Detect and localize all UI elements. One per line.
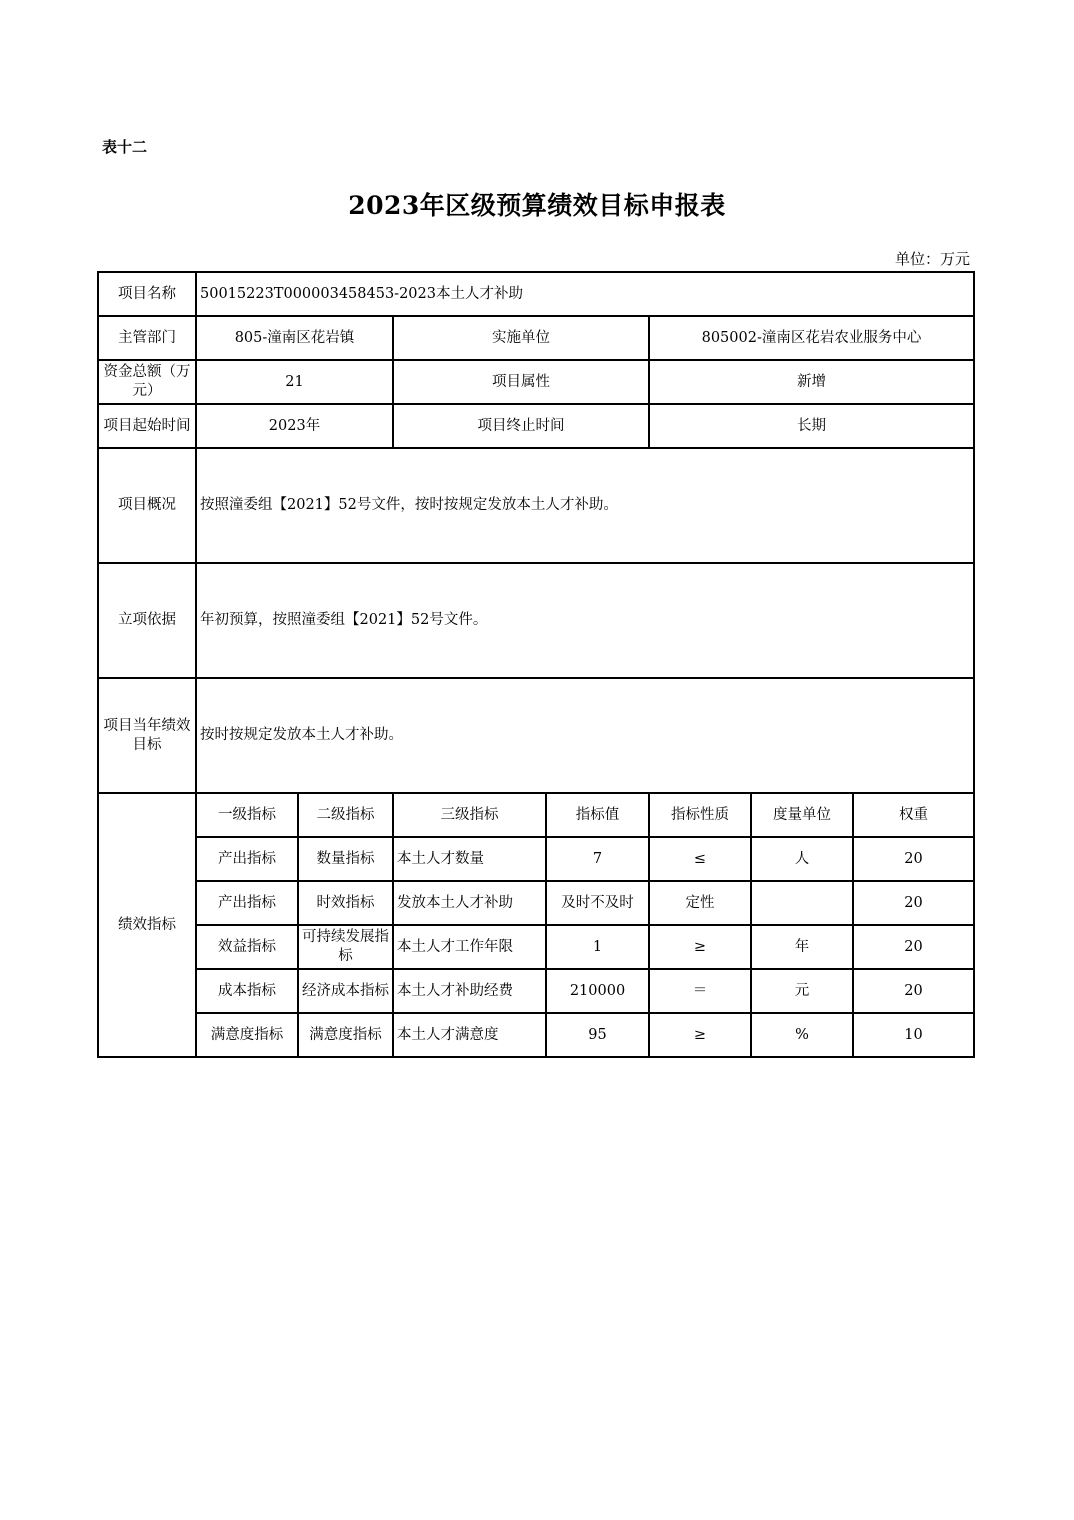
basis-row bbox=[98, 563, 974, 678]
indicator-level2: 可持续发展指标 bbox=[298, 925, 393, 969]
indicator-level2: 数量指标 bbox=[298, 837, 393, 881]
indicator-value: 95 bbox=[546, 1013, 649, 1057]
header-nature: 指标性质 bbox=[649, 793, 751, 837]
total-funds-label: 资金总额（万元） bbox=[98, 360, 196, 404]
indicator-nature: ＝ bbox=[649, 969, 751, 1013]
header-weight: 权重 bbox=[853, 793, 974, 837]
indicator-level1: 效益指标 bbox=[196, 925, 298, 969]
table-number: 表十二 bbox=[102, 138, 148, 156]
indicator-level1: 成本指标 bbox=[196, 969, 298, 1013]
overview-row bbox=[98, 448, 974, 563]
indicator-level3: 本土人才补助经费 bbox=[393, 969, 546, 1013]
indicator-nature: ≥ bbox=[649, 1013, 751, 1057]
indicators-section-label: 绩效指标 bbox=[98, 793, 196, 1057]
indicator-level2: 时效指标 bbox=[298, 881, 393, 925]
implementing-unit-label: 实施单位 bbox=[393, 316, 649, 360]
indicator-nature: ≥ bbox=[649, 925, 751, 969]
indicator-level1: 满意度指标 bbox=[196, 1013, 298, 1057]
total-funds-value: 21 bbox=[196, 360, 393, 404]
indicator-level2: 满意度指标 bbox=[298, 1013, 393, 1057]
department-value: 805-潼南区花岩镇 bbox=[196, 316, 393, 360]
indicator-level1: 产出指标 bbox=[196, 837, 298, 881]
project-attribute-label: 项目属性 bbox=[393, 360, 649, 404]
header-level1: 一级指标 bbox=[196, 793, 298, 837]
project-name-value: 50015223T000003458453-2023本土人才补助 bbox=[196, 272, 974, 316]
indicator-weight: 10 bbox=[853, 1013, 974, 1057]
unit-label: 单位：万元 bbox=[894, 250, 970, 268]
overview-label: 项目概况 bbox=[98, 448, 196, 563]
implementing-unit-value: 805002-潼南区花岩农业服务中心 bbox=[649, 316, 974, 360]
indicator-level3: 发放本土人才补助 bbox=[393, 881, 546, 925]
annual-goal-label: 项目当年绩效目标 bbox=[98, 678, 196, 793]
indicator-row bbox=[98, 925, 974, 969]
start-time-label: 项目起始时间 bbox=[98, 404, 196, 448]
header-level3: 三级指标 bbox=[393, 793, 546, 837]
annual-goal-value: 按时按规定发放本土人才补助。 bbox=[196, 678, 974, 793]
indicator-row bbox=[98, 1013, 974, 1057]
indicator-unit: 元 bbox=[751, 969, 853, 1013]
indicator-row bbox=[98, 837, 974, 881]
project-name-row bbox=[98, 272, 974, 316]
document-title: 2023年区级预算绩效目标申报表 bbox=[348, 191, 726, 220]
indicator-weight: 20 bbox=[853, 837, 974, 881]
indicator-weight: 20 bbox=[853, 969, 974, 1013]
basis-label: 立项依据 bbox=[98, 563, 196, 678]
budget-performance-table bbox=[97, 271, 975, 1058]
header-unit: 度量单位 bbox=[751, 793, 853, 837]
indicator-value: 1 bbox=[546, 925, 649, 969]
department-label: 主管部门 bbox=[98, 316, 196, 360]
indicator-unit: 年 bbox=[751, 925, 853, 969]
indicator-value: 7 bbox=[546, 837, 649, 881]
indicator-level3: 本土人才工作年限 bbox=[393, 925, 546, 969]
indicator-weight: 20 bbox=[853, 881, 974, 925]
indicator-unit: 人 bbox=[751, 837, 853, 881]
end-time-value: 长期 bbox=[649, 404, 974, 448]
indicator-row bbox=[98, 969, 974, 1013]
period-row bbox=[98, 404, 974, 448]
header-value: 指标值 bbox=[546, 793, 649, 837]
department-row bbox=[98, 316, 974, 360]
overview-value: 按照潼委组【2021】52号文件，按时按规定发放本土人才补助。 bbox=[196, 448, 974, 563]
basis-value: 年初预算，按照潼委组【2021】52号文件。 bbox=[196, 563, 974, 678]
indicator-level1: 产出指标 bbox=[196, 881, 298, 925]
start-time-value: 2023年 bbox=[196, 404, 393, 448]
indicator-nature: 定性 bbox=[649, 881, 751, 925]
project-attribute-value: 新增 bbox=[649, 360, 974, 404]
header-level2: 二级指标 bbox=[298, 793, 393, 837]
indicator-row bbox=[98, 881, 974, 925]
indicator-header-row bbox=[98, 793, 974, 837]
indicator-level3: 本土人才数量 bbox=[393, 837, 546, 881]
indicator-unit bbox=[751, 881, 853, 925]
indicator-level3: 本土人才满意度 bbox=[393, 1013, 546, 1057]
goal-row bbox=[98, 678, 974, 793]
end-time-label: 项目终止时间 bbox=[393, 404, 649, 448]
indicator-nature: ≤ bbox=[649, 837, 751, 881]
indicator-level2: 经济成本指标 bbox=[298, 969, 393, 1013]
project-name-label: 项目名称 bbox=[98, 272, 196, 316]
funds-row bbox=[98, 360, 974, 404]
indicator-unit: % bbox=[751, 1013, 853, 1057]
indicator-value: 210000 bbox=[546, 969, 649, 1013]
indicator-weight: 20 bbox=[853, 925, 974, 969]
indicator-value: 及时不及时 bbox=[546, 881, 649, 925]
